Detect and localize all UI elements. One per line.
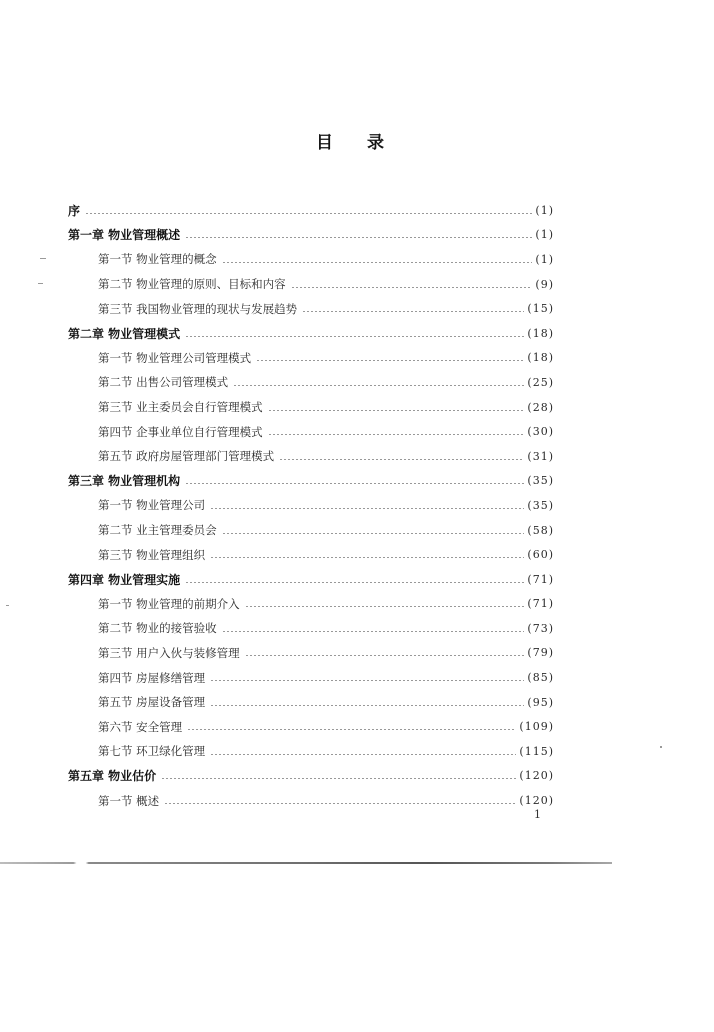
toc-entry-page: (71) <box>527 572 554 586</box>
toc-entry-page: (15) <box>527 302 554 316</box>
toc-entry-page: (120) <box>519 794 554 808</box>
toc-entry-title: 第五节 房屋设备管理 <box>98 695 206 710</box>
toc-section-entry <box>68 493 554 518</box>
table-of-contents <box>68 198 554 813</box>
toc-entry-page: (85) <box>527 671 554 685</box>
toc-section-entry <box>68 690 554 715</box>
toc-entry-page: (18) <box>527 326 554 340</box>
toc-entry-title: 第四节 房屋修缮管理 <box>98 670 206 685</box>
toc-section-entry <box>68 395 554 420</box>
toc-entry-page: (115) <box>519 744 554 758</box>
toc-entry-page: (1) <box>535 252 554 266</box>
toc-entry-page: (25) <box>527 375 554 389</box>
toc-entry-page: (9) <box>535 277 554 291</box>
toc-entry-page: (35) <box>527 474 554 488</box>
toc-chapter-entry <box>68 764 554 789</box>
toc-section-entry <box>68 542 554 567</box>
toc-chapter-entry <box>68 567 554 592</box>
toc-entry-page: (109) <box>519 720 554 734</box>
toc-section-entry <box>68 592 554 617</box>
dot-leader <box>210 754 516 755</box>
toc-entry-page: (28) <box>527 400 554 414</box>
toc-section-entry <box>68 518 554 543</box>
toc-entry-title: 第一节 物业管理的概念 <box>98 252 217 267</box>
dot-leader <box>245 655 525 656</box>
toc-entry-title: 第二章 物业管理模式 <box>68 326 181 341</box>
toc-section-entry <box>68 272 554 297</box>
toc-entry-page: (1) <box>535 228 554 242</box>
toc-entry-page: (79) <box>527 646 554 660</box>
toc-entry-page: (35) <box>527 498 554 512</box>
toc-entry-page: (73) <box>527 621 554 635</box>
dot-leader <box>161 778 516 779</box>
toc-chapter-entry <box>68 223 554 248</box>
toc-entry-title: 序 <box>68 203 81 218</box>
toc-entry-title: 第一节 物业管理公司管理模式 <box>98 350 252 365</box>
dot-leader <box>185 237 532 238</box>
toc-section-entry <box>68 665 554 690</box>
toc-entry-page: (1) <box>535 203 554 217</box>
toc-section-entry <box>68 616 554 641</box>
dot-leader <box>210 508 524 509</box>
dot-leader <box>185 336 524 337</box>
toc-section-entry <box>68 346 554 371</box>
toc-entry-page: (31) <box>527 449 554 463</box>
toc-section-entry <box>68 444 554 469</box>
toc-section-entry <box>68 739 554 764</box>
toc-entry-page: (71) <box>527 597 554 611</box>
toc-section-entry <box>68 641 554 666</box>
dot-leader <box>302 311 524 312</box>
dot-leader <box>187 729 516 730</box>
toc-entry-title: 第二节 物业管理的原则、目标和内容 <box>98 277 286 292</box>
toc-entry-title: 第一节 物业管理的前期介入 <box>98 596 240 611</box>
toc-section-entry <box>68 296 554 321</box>
scan-speck <box>6 605 9 606</box>
toc-entry-title: 第三节 业主委员会自行管理模式 <box>98 400 263 415</box>
scan-speck <box>660 746 662 748</box>
toc-entry-title: 第一章 物业管理概述 <box>68 228 181 243</box>
toc-entry-page: (30) <box>527 425 554 439</box>
toc-chapter-entry <box>68 198 554 223</box>
toc-entry-title: 第一节 物业管理公司 <box>98 498 206 513</box>
dot-leader <box>210 680 524 681</box>
toc-entry-title: 第四节 企事业单位自行管理模式 <box>98 424 263 439</box>
dot-leader <box>256 360 524 361</box>
dot-leader <box>185 582 524 583</box>
dot-leader <box>185 483 524 484</box>
toc-section-entry <box>68 370 554 395</box>
toc-entry-page: (95) <box>527 695 554 709</box>
dot-leader <box>222 631 525 632</box>
dot-leader <box>222 533 525 534</box>
toc-entry-title: 第五章 物业估价 <box>68 769 157 784</box>
toc-entry-title: 第三节 物业管理组织 <box>98 547 206 562</box>
dot-leader <box>291 287 533 288</box>
toc-section-entry <box>68 788 554 813</box>
toc-entry-page: (60) <box>527 548 554 562</box>
dot-leader <box>210 557 524 558</box>
toc-entry-title: 第五节 政府房屋管理部门管理模式 <box>98 449 275 464</box>
scan-speck <box>40 258 46 259</box>
dot-leader <box>279 459 524 460</box>
toc-entry-title: 第三章 物业管理机构 <box>68 474 181 489</box>
toc-section-entry <box>68 419 554 444</box>
toc-section-entry <box>68 247 554 272</box>
toc-entry-page: (58) <box>527 523 554 537</box>
page-title: 目 录 <box>316 133 398 153</box>
toc-entry-title: 第二节 物业的接管验收 <box>98 621 217 636</box>
toc-entry-page: (18) <box>527 351 554 365</box>
toc-entry-title: 第一节 概述 <box>98 793 160 808</box>
toc-entry-title: 第七节 环卫绿化管理 <box>98 744 206 759</box>
dot-leader <box>268 434 525 435</box>
dot-leader <box>245 606 525 607</box>
toc-section-entry <box>68 714 554 739</box>
page-number: 1 <box>534 808 541 821</box>
toc-chapter-entry <box>68 469 554 494</box>
dot-leader <box>210 705 524 706</box>
toc-entry-title: 第三节 用户入伙与装修管理 <box>98 645 240 660</box>
dot-leader <box>164 803 516 804</box>
dot-leader <box>222 262 533 263</box>
toc-entry-title: 第六节 安全管理 <box>98 719 183 734</box>
toc-entry-page: (120) <box>519 769 554 783</box>
toc-entry-title: 第三节 我国物业管理的现状与发展趋势 <box>98 301 298 316</box>
dot-leader <box>85 213 532 214</box>
dot-leader <box>268 410 525 411</box>
toc-entry-title: 第二节 出售公司管理模式 <box>98 375 229 390</box>
scan-edge-line <box>0 862 612 864</box>
scan-speck <box>38 283 43 284</box>
toc-entry-title: 第四章 物业管理实施 <box>68 572 181 587</box>
toc-chapter-entry <box>68 321 554 346</box>
toc-entry-title: 第二节 业主管理委员会 <box>98 523 217 538</box>
dot-leader <box>233 385 524 386</box>
